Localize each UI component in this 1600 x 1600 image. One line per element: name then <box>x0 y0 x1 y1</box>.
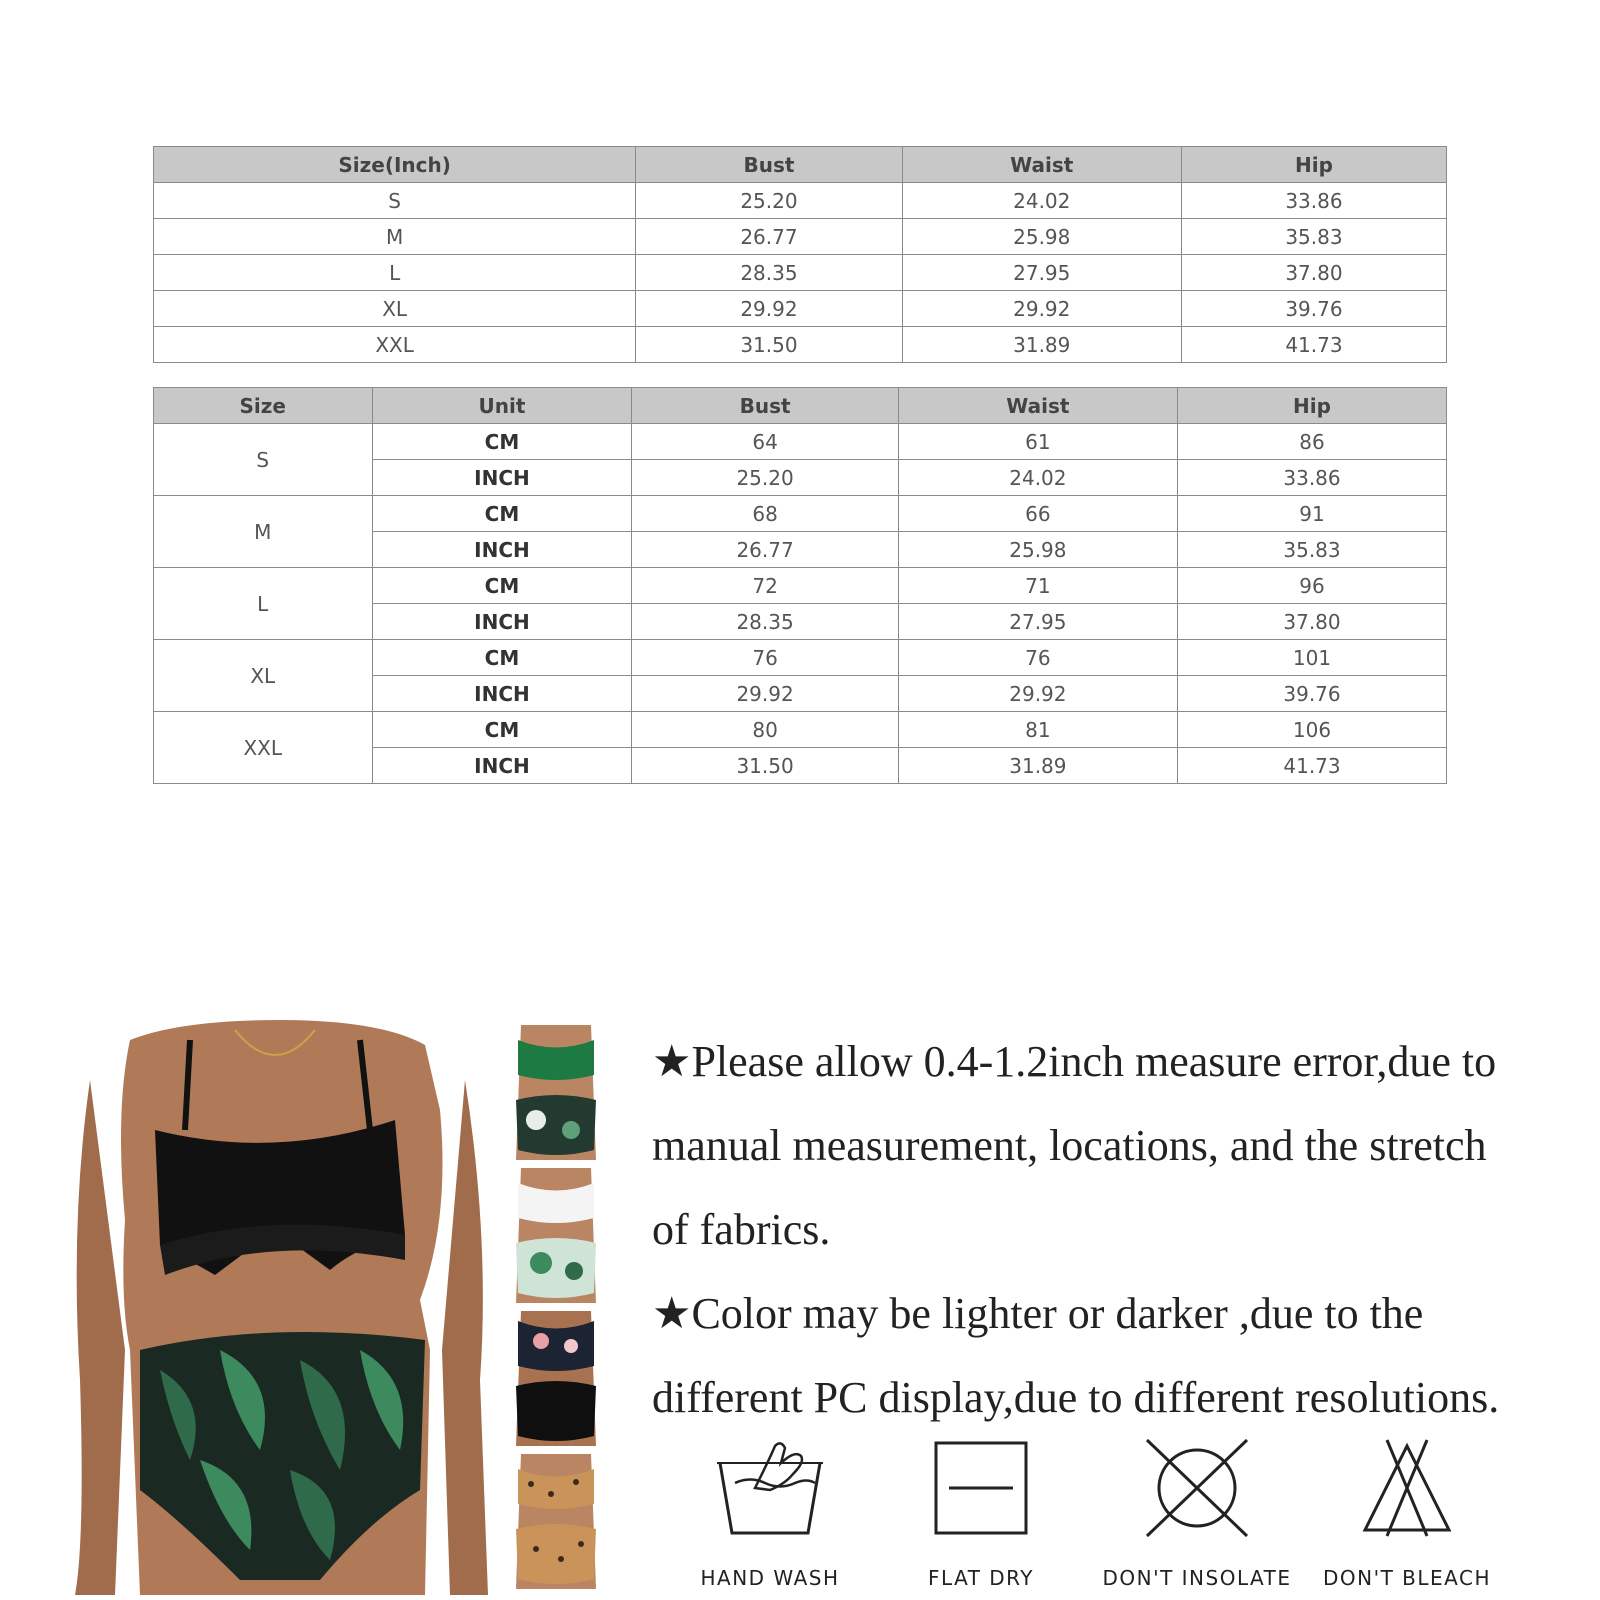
cell-unit: CM <box>372 712 632 748</box>
cell-bust: 26.77 <box>636 219 902 255</box>
cell-size: L <box>154 255 636 291</box>
note-line: manual measurement, locations, and the stretch <box>652 1121 1487 1170</box>
care-hand-wash <box>695 1438 845 1590</box>
header-waist: Waist <box>902 147 1181 183</box>
header-size: Size <box>154 388 373 424</box>
table-row <box>154 183 1447 219</box>
cell-waist: 25.98 <box>902 219 1181 255</box>
header-bust: Bust <box>636 147 902 183</box>
cell-size: M <box>154 219 636 255</box>
cell-unit: CM <box>372 496 632 532</box>
cell-waist: 31.89 <box>898 748 1177 784</box>
table-row <box>154 712 1447 748</box>
cell-waist: 81 <box>898 712 1177 748</box>
cell-hip: 35.83 <box>1178 532 1447 568</box>
cell-size: XL <box>154 640 373 712</box>
cell-waist: 76 <box>898 640 1177 676</box>
thumbnail-floral-top[interactable] <box>496 1306 614 1446</box>
cell-hip: 33.86 <box>1178 460 1447 496</box>
cell-unit: CM <box>372 640 632 676</box>
dont-bleach-icon <box>1357 1438 1457 1538</box>
cell-hip: 37.80 <box>1181 255 1446 291</box>
cell-hip: 39.76 <box>1181 291 1446 327</box>
care-label: DON'T INSOLATE <box>1102 1566 1292 1590</box>
cell-bust: 26.77 <box>632 532 898 568</box>
thumbnail-white-top[interactable] <box>496 1163 614 1303</box>
cell-bust: 28.35 <box>632 604 898 640</box>
table-row <box>154 291 1447 327</box>
product-photo-main <box>70 1020 490 1595</box>
header-size-inch: Size(Inch) <box>154 147 636 183</box>
cell-size: XXL <box>154 712 373 784</box>
table-row <box>154 219 1447 255</box>
cell-unit: INCH <box>372 748 632 784</box>
cell-unit: CM <box>372 424 632 460</box>
cell-bust: 80 <box>632 712 898 748</box>
cell-hip: 41.73 <box>1181 327 1446 363</box>
header-hip: Hip <box>1181 147 1446 183</box>
measurement-notes <box>652 1020 1598 1440</box>
header-unit: Unit <box>372 388 632 424</box>
cell-waist: 24.02 <box>902 183 1181 219</box>
hand-wash-icon <box>715 1438 825 1538</box>
care-label: FLAT DRY <box>927 1566 1035 1590</box>
cm-inch-size-table <box>153 387 1447 784</box>
thumbnail-green-top[interactable] <box>496 1020 614 1160</box>
cell-waist: 29.92 <box>898 676 1177 712</box>
thumbnail-leopard-top[interactable] <box>496 1449 614 1589</box>
cell-waist: 71 <box>898 568 1177 604</box>
cell-bust: 31.50 <box>632 748 898 784</box>
care-dont-bleach <box>1322 1438 1492 1590</box>
table-header-row <box>154 388 1447 424</box>
flat-dry-icon <box>931 1438 1031 1538</box>
cell-waist: 29.92 <box>902 291 1181 327</box>
cell-waist: 66 <box>898 496 1177 532</box>
inch-size-table <box>153 146 1447 363</box>
table-row <box>154 496 1447 532</box>
cell-hip: 96 <box>1178 568 1447 604</box>
cell-waist: 24.02 <box>898 460 1177 496</box>
cell-size: XL <box>154 291 636 327</box>
cell-size: XXL <box>154 327 636 363</box>
cell-size: M <box>154 496 373 568</box>
cell-waist: 61 <box>898 424 1177 460</box>
note-line: of fabrics. <box>652 1205 831 1254</box>
cell-hip: 106 <box>1178 712 1447 748</box>
table-row <box>154 327 1447 363</box>
cell-waist: 27.95 <box>902 255 1181 291</box>
cell-bust: 28.35 <box>636 255 902 291</box>
swimsuit-model-illustration <box>70 1020 490 1595</box>
cell-size: L <box>154 568 373 640</box>
cell-waist: 27.95 <box>898 604 1177 640</box>
note-line: ★Color may be lighter or darker ,due to the <box>652 1289 1424 1338</box>
header-waist: Waist <box>898 388 1177 424</box>
care-flat-dry <box>906 1438 1056 1590</box>
cell-unit: CM <box>372 568 632 604</box>
cell-bust: 29.92 <box>636 291 902 327</box>
cell-bust: 68 <box>632 496 898 532</box>
cell-hip: 35.83 <box>1181 219 1446 255</box>
note-line: different PC display,due to different resolutions. <box>652 1373 1500 1422</box>
note-line: ★Please allow 0.4-1.2inch measure error,due to <box>652 1037 1497 1086</box>
cell-hip: 33.86 <box>1181 183 1446 219</box>
cell-unit: INCH <box>372 604 632 640</box>
table-row <box>154 568 1447 604</box>
cell-bust: 72 <box>632 568 898 604</box>
cell-bust: 25.20 <box>632 460 898 496</box>
cell-hip: 86 <box>1178 424 1447 460</box>
color-variant-thumbnails <box>496 1020 614 1592</box>
cell-hip: 37.80 <box>1178 604 1447 640</box>
table-header-row <box>154 147 1447 183</box>
cell-size: S <box>154 183 636 219</box>
table-row <box>154 640 1447 676</box>
header-hip: Hip <box>1178 388 1447 424</box>
care-label: DON'T BLEACH <box>1322 1566 1491 1590</box>
cell-unit: INCH <box>372 460 632 496</box>
care-dont-insolate <box>1102 1438 1292 1590</box>
cell-bust: 25.20 <box>636 183 902 219</box>
care-label: HAND WASH <box>700 1566 840 1590</box>
cell-hip: 39.76 <box>1178 676 1447 712</box>
cell-unit: INCH <box>372 676 632 712</box>
table-row <box>154 255 1447 291</box>
cell-bust: 64 <box>632 424 898 460</box>
cell-unit: INCH <box>372 532 632 568</box>
cell-hip: 91 <box>1178 496 1447 532</box>
dont-insolate-icon <box>1142 1438 1252 1538</box>
cell-waist: 25.98 <box>898 532 1177 568</box>
cell-waist: 31.89 <box>902 327 1181 363</box>
cell-size: S <box>154 424 373 496</box>
cell-hip: 41.73 <box>1178 748 1447 784</box>
cell-bust: 76 <box>632 640 898 676</box>
cell-bust: 31.50 <box>636 327 902 363</box>
cell-bust: 29.92 <box>632 676 898 712</box>
cell-hip: 101 <box>1178 640 1447 676</box>
table-row <box>154 424 1447 460</box>
header-bust: Bust <box>632 388 898 424</box>
